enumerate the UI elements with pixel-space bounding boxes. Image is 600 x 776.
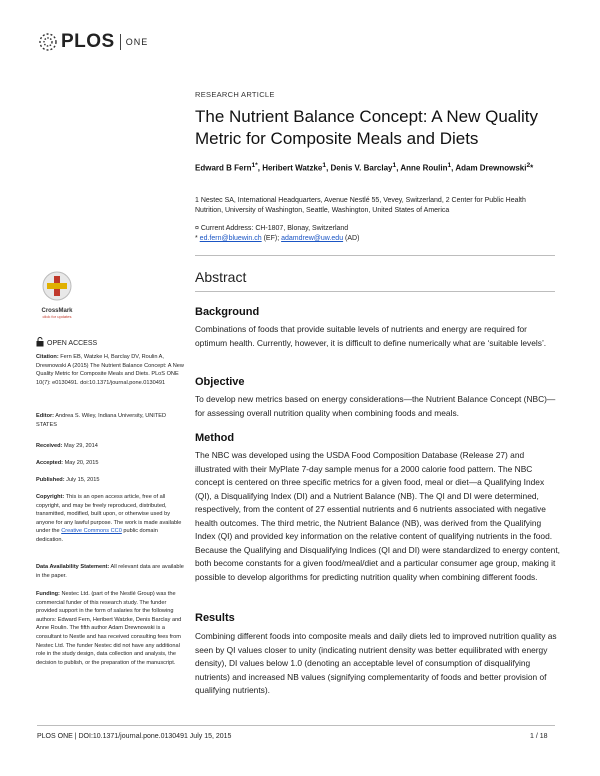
abstract-heading: Abstract [195, 269, 247, 285]
plos-dots-icon [37, 31, 59, 53]
divider [195, 291, 555, 292]
author-affil: 2 [526, 162, 531, 169]
cc0-link[interactable]: Creative Commons CC0 [61, 528, 122, 535]
accepted-date: Accepted: May 20, 2015 [36, 460, 99, 466]
published-date: Published: July 15, 2015 [36, 477, 100, 483]
page-number: 1 / 18 [530, 733, 548, 740]
email-link[interactable]: ed.fern@bluewin.ch [199, 235, 262, 242]
corresponding-emails: * ed.fern@bluewin.ch (EF); adamdrew@uw.edu (AD) [195, 235, 360, 242]
current-address: ¤ Current Address: CH-1807, Blonay, Switzerland [195, 225, 349, 232]
section-text: To develop new metrics based on energy considerations—the Nutrient Balance Concept (NBC)—for assessing overall nutrition quality when combining foods and meals. [195, 394, 556, 418]
article-type: RESEARCH ARTICLE [195, 90, 275, 99]
editor-block: Editor: Andrea S. Wiley, Indiana University, UNITED STATES [36, 413, 167, 428]
email-link[interactable]: adamdrew@uw.edu [281, 235, 344, 242]
section-heading: Background [195, 306, 260, 318]
author-affil: 1 [322, 162, 327, 169]
copyright-block: Copyright: This is an open access article, free of all copyright, and may be freely reproduced, distributed, transmitted, modified, built upon, or otherwise used by anyone for any lawful purpose. The work is made available under the Creative Commons CC0 public domain dedication. [36, 494, 182, 543]
divider [195, 255, 555, 256]
section-heading: Results [195, 612, 235, 624]
author-name[interactable]: Denis V. Barclay [330, 163, 393, 173]
crossmark-label: CrossMark [41, 308, 73, 314]
section-heading: Method [195, 432, 235, 444]
section-text: Combining different foods into composite meals and daily diets led to improved nutrition quality as seen by QI values closer to unity (indicating nutrient density was better equilibrated with energy density), DI values below 1.0 (denoting an acceptable level of consumption of disqualifying nutrients) and increased NB values (signifying complementarity of foods and better provision of qualifying nutrients). [195, 631, 557, 695]
author-list: Edward B Fern$^{1*}$, Heribert Watzke$^1$, Denis V. Barclay$^1$, Anne Roulin$^1$, Adam Drewnowski$^2$* [195, 162, 534, 173]
section-text: Combinations of foods that provide suitable levels of nutrients and energy are required for optimum health. Currently, however, it is difficult to define numerically what are ‘suitable levels’. [195, 324, 547, 348]
section-heading: Objective [195, 376, 245, 388]
author-name[interactable]: Anne Roulin [400, 163, 448, 173]
received-date: Received: May 29, 2014 [36, 443, 98, 449]
crossmark-icon [42, 271, 72, 301]
data-availability: Data Availability Statement: All relevant data are available in the paper. [36, 564, 184, 579]
logo-word: PLOS [61, 31, 115, 52]
author-affil: 1 [447, 162, 452, 169]
citation-block: Citation: Fern EB, Watzke H, Barclay DV, Roulin A, Drewnowski A (2015) The Nutrient Balance Concept: A New Quality Metric for Composite Meals and Diets. PLoS ONE 10(7): e0130491. doi:10.1371/journal.pone.0130491 [36, 354, 184, 386]
open-lock-icon [36, 337, 44, 349]
open-access-badge: OPEN ACCESS [36, 337, 97, 349]
affiliations: 1 Nestec SA, International Headquarters, Avenue Nestlé 55, Vevey, Switzerland, 2 Center for Public Health Nutrition, University of Washington, Seattle, Washington, United States of America [195, 197, 526, 214]
crossmark-badge[interactable] [35, 271, 79, 319]
plos-one-logo[interactable] [37, 31, 148, 53]
footer-divider [37, 725, 555, 726]
section-text: The NBC was developed using the USDA Food Composition Database (Release 27) and illustrated with their MyPlate 7-day sample menus for a 2000 calorie food pattern. The NBC concept is centered on three specific metrics for a given food, meal or diet—a Qualifying Index (QI), a Disqualifying Index (DI) and a Nutrient Balance (NB). The QI and DI were determined, respectively, from the content of 27 essential nutrients and 6 nutrients associated with negative health outcomes. The third metric, the Nutrient Balance (NB), was derived from the Qualifying Index (QI) and provided key information on the relative content of qualifying nutrients in the food. Because the Qualifying and Disqualifying Indices (QI and DI) were standardized to energy content, both become constants for a given food/meal/diet and a particular consumer age group, making it possible to develop algorithms for predicting nutrition quality when combining different foods. [195, 450, 560, 582]
footer-citation: PLOS ONE | DOI:10.1371/journal.pone.0130491 July 15, 2015 [37, 733, 232, 740]
funding-block: Funding: Nestec Ltd. (part of the Nestlé Group) was the commercial funder of this research study. The funder provided support in the form of salaries for the following authors: Edward Fern, Heribert Watzke, Denis Barclay and Anne Roulin. The fifth author Adam Drewnowski is a consultant to Nestle and has received consulting fees from Nestec Ltd. The funder Nestec did not have any additional role in the study design, data collection and analysis, the decision to publish, or the preparation of the manuscript. [36, 591, 182, 666]
crossmark-sub: click for updates [42, 314, 72, 319]
author-name[interactable]: Edward B Fern [195, 163, 252, 173]
logo-divider [120, 34, 121, 50]
author-name[interactable]: Adam Drewnowski [455, 163, 527, 173]
logo-sub: ONE [125, 37, 149, 47]
author-name[interactable]: Heribert Watzke [262, 163, 323, 173]
author-affil: 1 [392, 162, 397, 169]
author-affil: 1* [251, 162, 258, 169]
article-title: The Nutrient Balance Concept: A New Quality Metric for Composite Meals and Diets [195, 107, 539, 148]
